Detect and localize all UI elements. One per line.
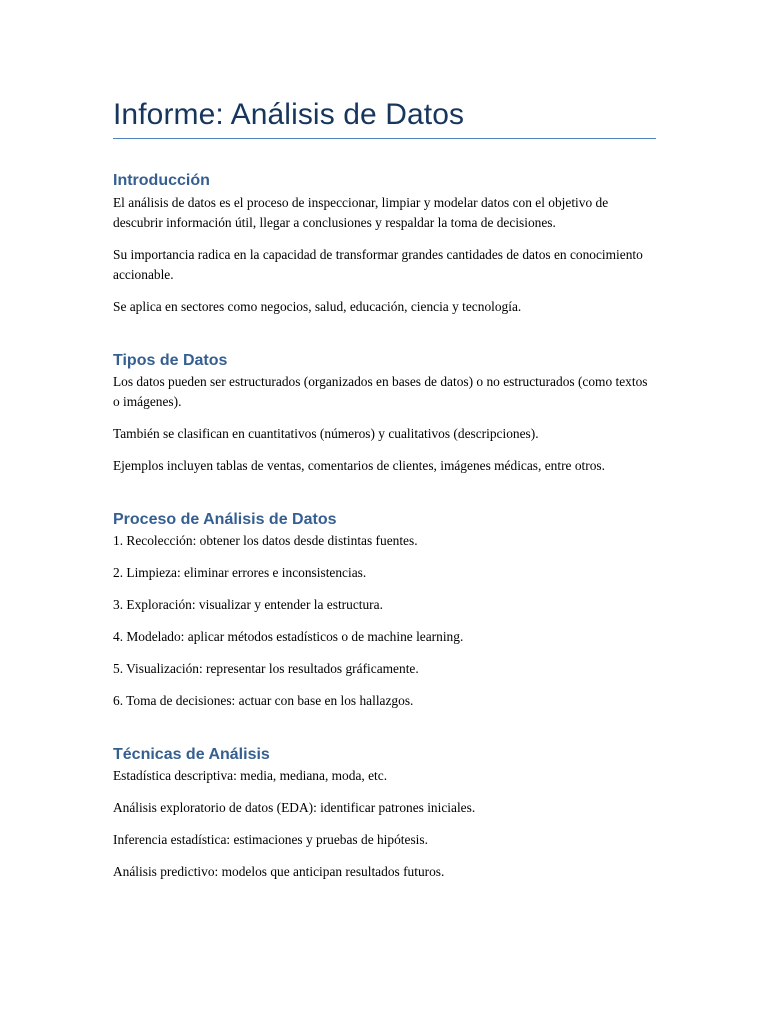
paragraph: El análisis de datos es el proceso de inspeccionar, limpiar y modelar datos con el objetivo de descubrir información útil, llegar a conclusiones y respaldar la toma de decisiones. [113, 195, 609, 230]
section-heading: Técnicas de Análisis [113, 746, 270, 763]
paragraph: Inferencia estadística: estimaciones y pruebas de hipótesis. [113, 832, 428, 847]
paragraph: También se clasifican en cuantitativos (números) y cualitativos (descripciones). [113, 426, 539, 441]
list-item: 3. Exploración: visualizar y entender la estructura. [113, 597, 383, 612]
list-item: 1. Recolección: obtener los datos desde distintas fuentes. [113, 533, 418, 548]
paragraph: Se aplica en sectores como negocios, salud, educación, ciencia y tecnología. [113, 299, 522, 314]
document-title: Informe: Análisis de Datos [113, 96, 656, 139]
section-tecnicas-de-analisis [113, 744, 656, 882]
list-item: 5. Visualización: representar los resultados gráficamente. [113, 661, 419, 676]
paragraph: Su importancia radica en la capacidad de transformar grandes cantidades de datos en conocimiento accionable. [113, 247, 643, 282]
paragraph: Análisis exploratorio de datos (EDA): identificar patrones iniciales. [113, 800, 476, 815]
paragraph: Ejemplos incluyen tablas de ventas, comentarios de clientes, imágenes médicas, entre otros. [113, 458, 605, 473]
section-introduccion [113, 170, 656, 317]
section-heading: Proceso de Análisis de Datos [113, 511, 337, 528]
list-item: 2. Limpieza: eliminar errores e inconsistencias. [113, 565, 367, 580]
list-item: 6. Toma de decisiones: actuar con base en los hallazgos. [113, 693, 414, 708]
section-heading: Tipos de Datos [113, 352, 228, 369]
paragraph: Análisis predictivo: modelos que anticipan resultados futuros. [113, 864, 445, 879]
paragraph: Los datos pueden ser estructurados (organizados en bases de datos) o no estructurados (como textos o imágenes). [113, 374, 648, 409]
paragraph: Estadística descriptiva: media, mediana, moda, etc. [113, 768, 388, 783]
document-page [113, 96, 656, 894]
section-tipos-de-datos [113, 350, 656, 476]
list-item: 4. Modelado: aplicar métodos estadísticos o de machine learning. [113, 629, 464, 644]
section-heading: Introducción [113, 172, 210, 189]
section-proceso-de-analisis [113, 509, 656, 711]
